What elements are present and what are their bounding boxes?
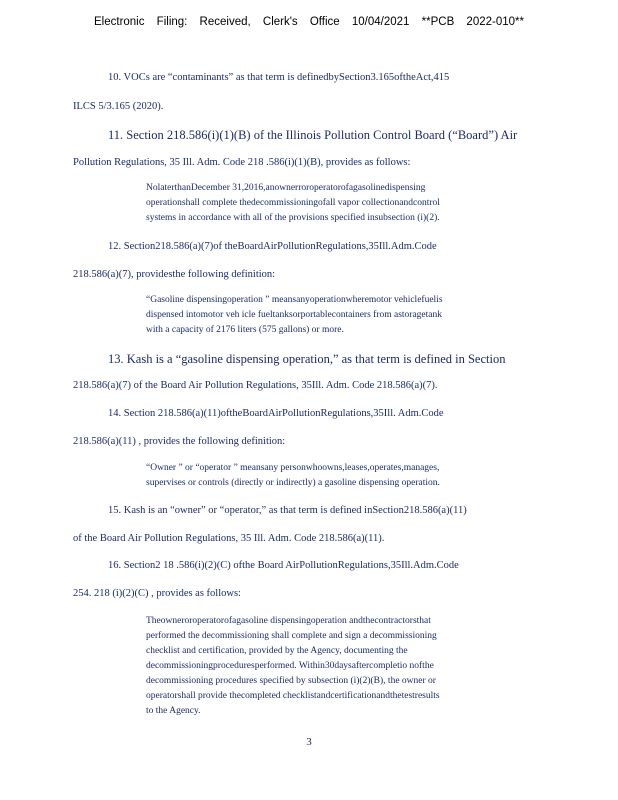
text-line: “Gasoline dispensingoperation ” meansanyoperationwheremotor vehiclefuelis [146,295,443,305]
text-line: decommissioningproceduresperformed. Within30daysaftercompletio nofthe [146,661,434,671]
text-line: with a capacity of 2176 liters (575 gallons) or more. [146,325,344,335]
text-line: “Owner ” or “operator ” meansany personwhoowns,leases,operates,manages, [146,463,440,473]
text-line: 13. Kash is a “gasoline dispensing operation,” as that term is defined in Section [108,352,506,366]
text-line: performed the decommissioning shall complete and sign a decommissioning [146,631,437,641]
text-line: 218.586(a)(7) of the Board Air Pollution Regulations, 35Ill. Adm. Code 218.586(a)(7). [73,380,438,391]
text-line: 218.586(a)(7), providesthe following definition: [73,269,276,280]
text-line: supervises or controls (directly or indirectly) a gasoline dispensing operation. [146,478,440,488]
filing-header: Electronic Filing: Received, Clerk's Office 10/04/2021 **PCB 2022-010** [94,16,524,28]
text-line: to the Agency. [146,706,201,716]
text-line: 15. Kash is an “owner” or “operator,” as that term is defined inSection218.586(a)(11) [108,505,467,516]
text-line: 254. 218 (i)(2)(C) , provides as follows: [73,588,241,599]
text-line: systems in accordance with all of the provisions specified insubsection (i)(2). [146,213,440,223]
text-line: 12. Section218.586(a)(7)of theBoardAirPollutionRegulations,35Ill.Adm.Code [108,241,437,252]
text-line: Theowneroroperatorofagasoline dispensingoperation andthecontractorsthat [146,616,431,626]
text-line: dispensed intomotor veh icle fueltanksorportablecontainers from astoragetank [146,310,442,320]
text-line: operatorshall provide thecompleted checklistandcertificationandthetestresults [146,691,440,701]
text-line: of the Board Air Pollution Regulations, 35 Ill. Adm. Code 218.586(a)(11). [73,533,385,544]
text-line: 10. VOCs are “contaminants” as that term is definedbySection3.165oftheAct,415 [108,72,450,83]
text-line: decommissioning procedures specified by subsection (i)(2)(B), the owner or [146,676,436,686]
text-line: 11. Section 218.586(i)(1)(B) of the Illinois Pollution Control Board (“Board”) Air [108,128,518,142]
text-line: 16. Section2 18 .586(i)(2)(C) ofthe Board AirPollutionRegulations,35Ill.Adm.Code [108,560,459,571]
text-line: 218.586(a)(11) , provides the following definition: [73,436,286,447]
text-line: NolaterthanDecember 31,2016,anownerroroperatorofagasolinedispensing [146,183,426,193]
text-line: operationshall complete thedecommissioningofall vapor collectionandcontrol [146,198,440,208]
text-line: ILCS 5/3.165 (2020). [73,101,164,112]
text-line: checklist and certification, provided by the Agency, documenting the [146,646,408,656]
text-line: 14. Section 218.586(a)(11)oftheBoardAirPollutionRegulations,35Ill. Adm.Code [108,408,444,419]
page-number: 3 [306,736,312,748]
text-line: Pollution Regulations, 35 Ill. Adm. Code 218 .586(i)(1)(B), provides as follows: [73,157,411,168]
